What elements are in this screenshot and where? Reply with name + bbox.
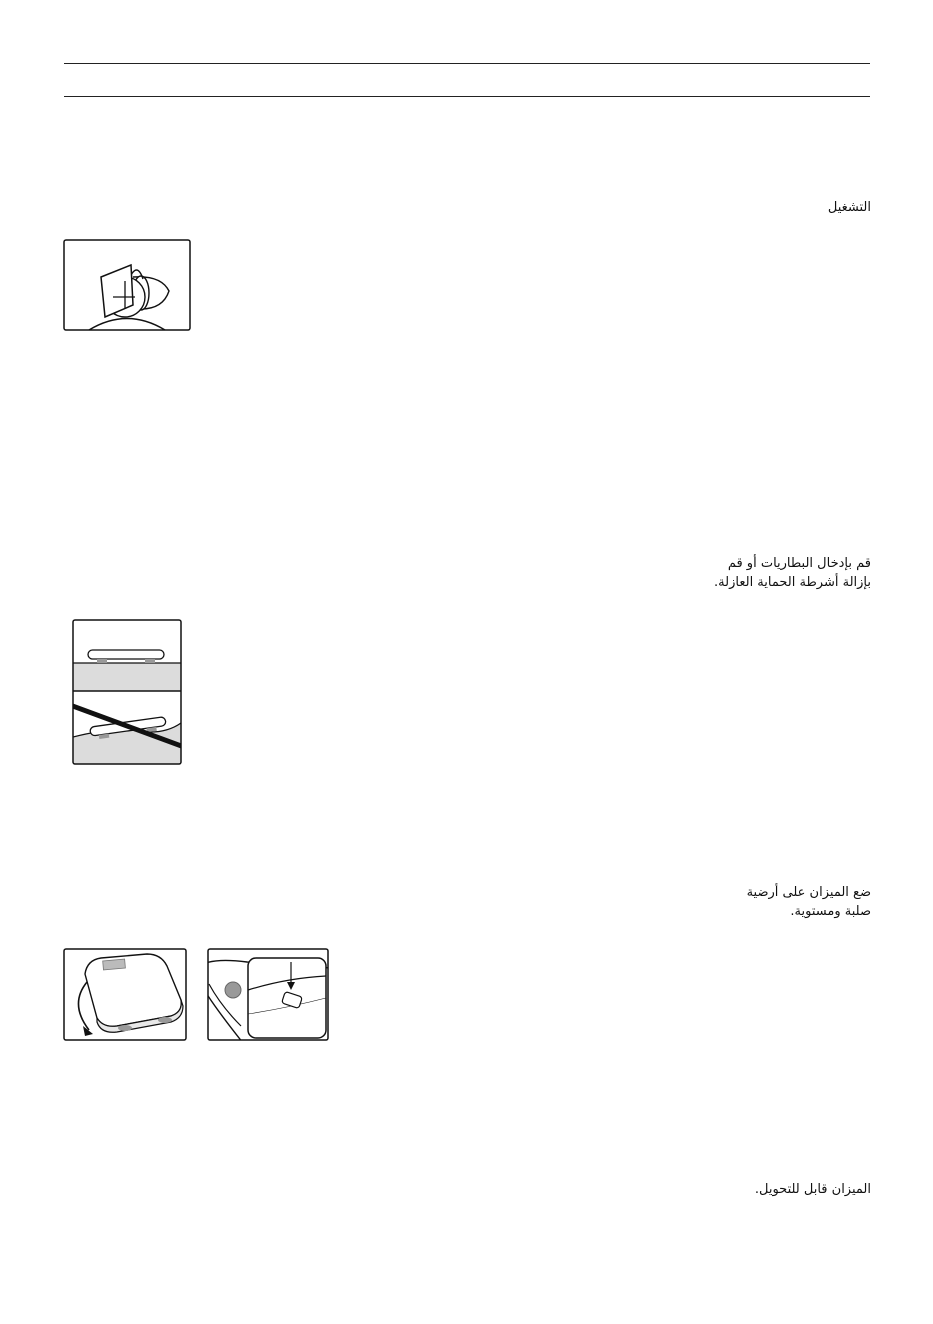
text-line: ضع الميزان على أرضية xyxy=(746,885,871,900)
unit-switch-figure xyxy=(207,948,329,1041)
level-floor-icon xyxy=(72,619,182,765)
text-line: بإزالة أشرطة الحماية العازلة. xyxy=(714,575,871,590)
section-floor-text xyxy=(711,883,871,921)
scale-flip-icon xyxy=(63,948,187,1041)
header-rule-bottom xyxy=(64,96,870,97)
battery-insert-figure xyxy=(63,239,191,331)
battery-insert-icon xyxy=(63,239,191,331)
level-floor-figure xyxy=(72,619,182,765)
section-operation-text xyxy=(711,198,871,217)
text-line: صلبة ومستوية. xyxy=(790,904,871,919)
text-line: الميزان قابل للتحويل. xyxy=(754,1182,871,1197)
section-battery-text xyxy=(711,554,871,592)
unit-switch-icon xyxy=(207,948,329,1041)
text-line: قم بإدخال البطاريات أو قم xyxy=(727,556,871,571)
section-convertible-text xyxy=(711,1180,871,1199)
scale-flip-figure xyxy=(63,948,187,1041)
text-line: التشغيل xyxy=(827,200,871,215)
header-rule-top xyxy=(64,63,870,64)
